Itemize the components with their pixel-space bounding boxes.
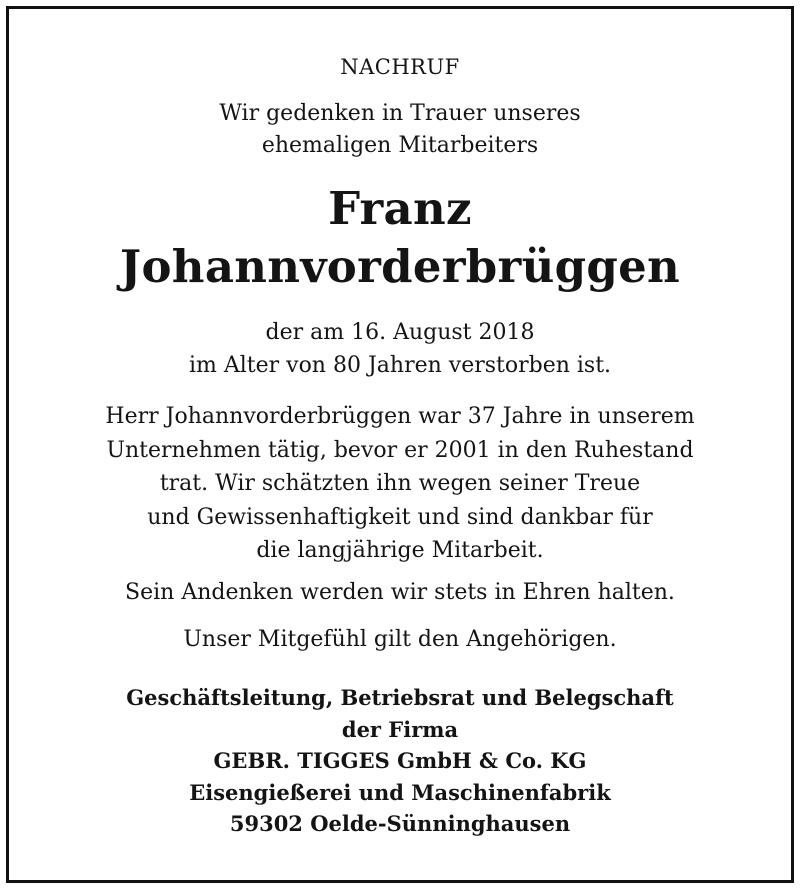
first-name: Franz bbox=[328, 182, 472, 235]
obituary-notice-frame bbox=[6, 6, 794, 883]
bio-line: Unternehmen tätig, bevor er 2001 in den Ruhestand bbox=[106, 437, 694, 463]
company-address: 59302 Oelde-Sünninghausen bbox=[229, 811, 571, 836]
bio-line: und Gewissenhaftigkeit und sind dankbar für bbox=[147, 504, 653, 530]
death-date-line: der am 16. August 2018 bbox=[265, 320, 535, 345]
sender-line: Geschäftsleitung, Betriebsrat und Belegschaft bbox=[126, 685, 674, 710]
biography-paragraph bbox=[9, 400, 791, 568]
death-age-line: im Alter von 80 Jahren verstorben ist. bbox=[188, 353, 612, 378]
sympathy-statement bbox=[9, 623, 791, 656]
memory-statement bbox=[9, 576, 791, 609]
deceased-name bbox=[9, 180, 791, 296]
sender-line: der Firma bbox=[341, 716, 459, 742]
obituary-content bbox=[9, 9, 791, 880]
intro-line: ehemaligen Mitarbeiters bbox=[261, 133, 539, 158]
bio-line: trat. Wir schätzten ihn wegen seiner Treue bbox=[159, 471, 641, 496]
last-name: Johannvorderbrüggen bbox=[119, 240, 681, 293]
company-description: Eisengießerei und Maschinenfabrik bbox=[189, 779, 611, 805]
death-details bbox=[9, 316, 791, 382]
bio-line: Herr Johannvorderbrüggen war 37 Jahre in unserem bbox=[105, 404, 695, 429]
heading-text: NACHRUF bbox=[340, 55, 460, 79]
sympathy-line: Unser Mitgefühl gilt den Angehörigen. bbox=[183, 627, 617, 652]
intro-line: Wir gedenken in Trauer unseres bbox=[219, 101, 581, 126]
company-name: GEBR. TIGGES GmbH & Co. KG bbox=[213, 748, 587, 773]
bio-line: die langjährige Mitarbeit. bbox=[256, 538, 544, 563]
notice-heading bbox=[9, 53, 791, 81]
sender-block bbox=[9, 682, 791, 840]
intro-text bbox=[9, 98, 791, 162]
memory-line: Sein Andenken werden wir stets in Ehren halten. bbox=[125, 580, 675, 605]
